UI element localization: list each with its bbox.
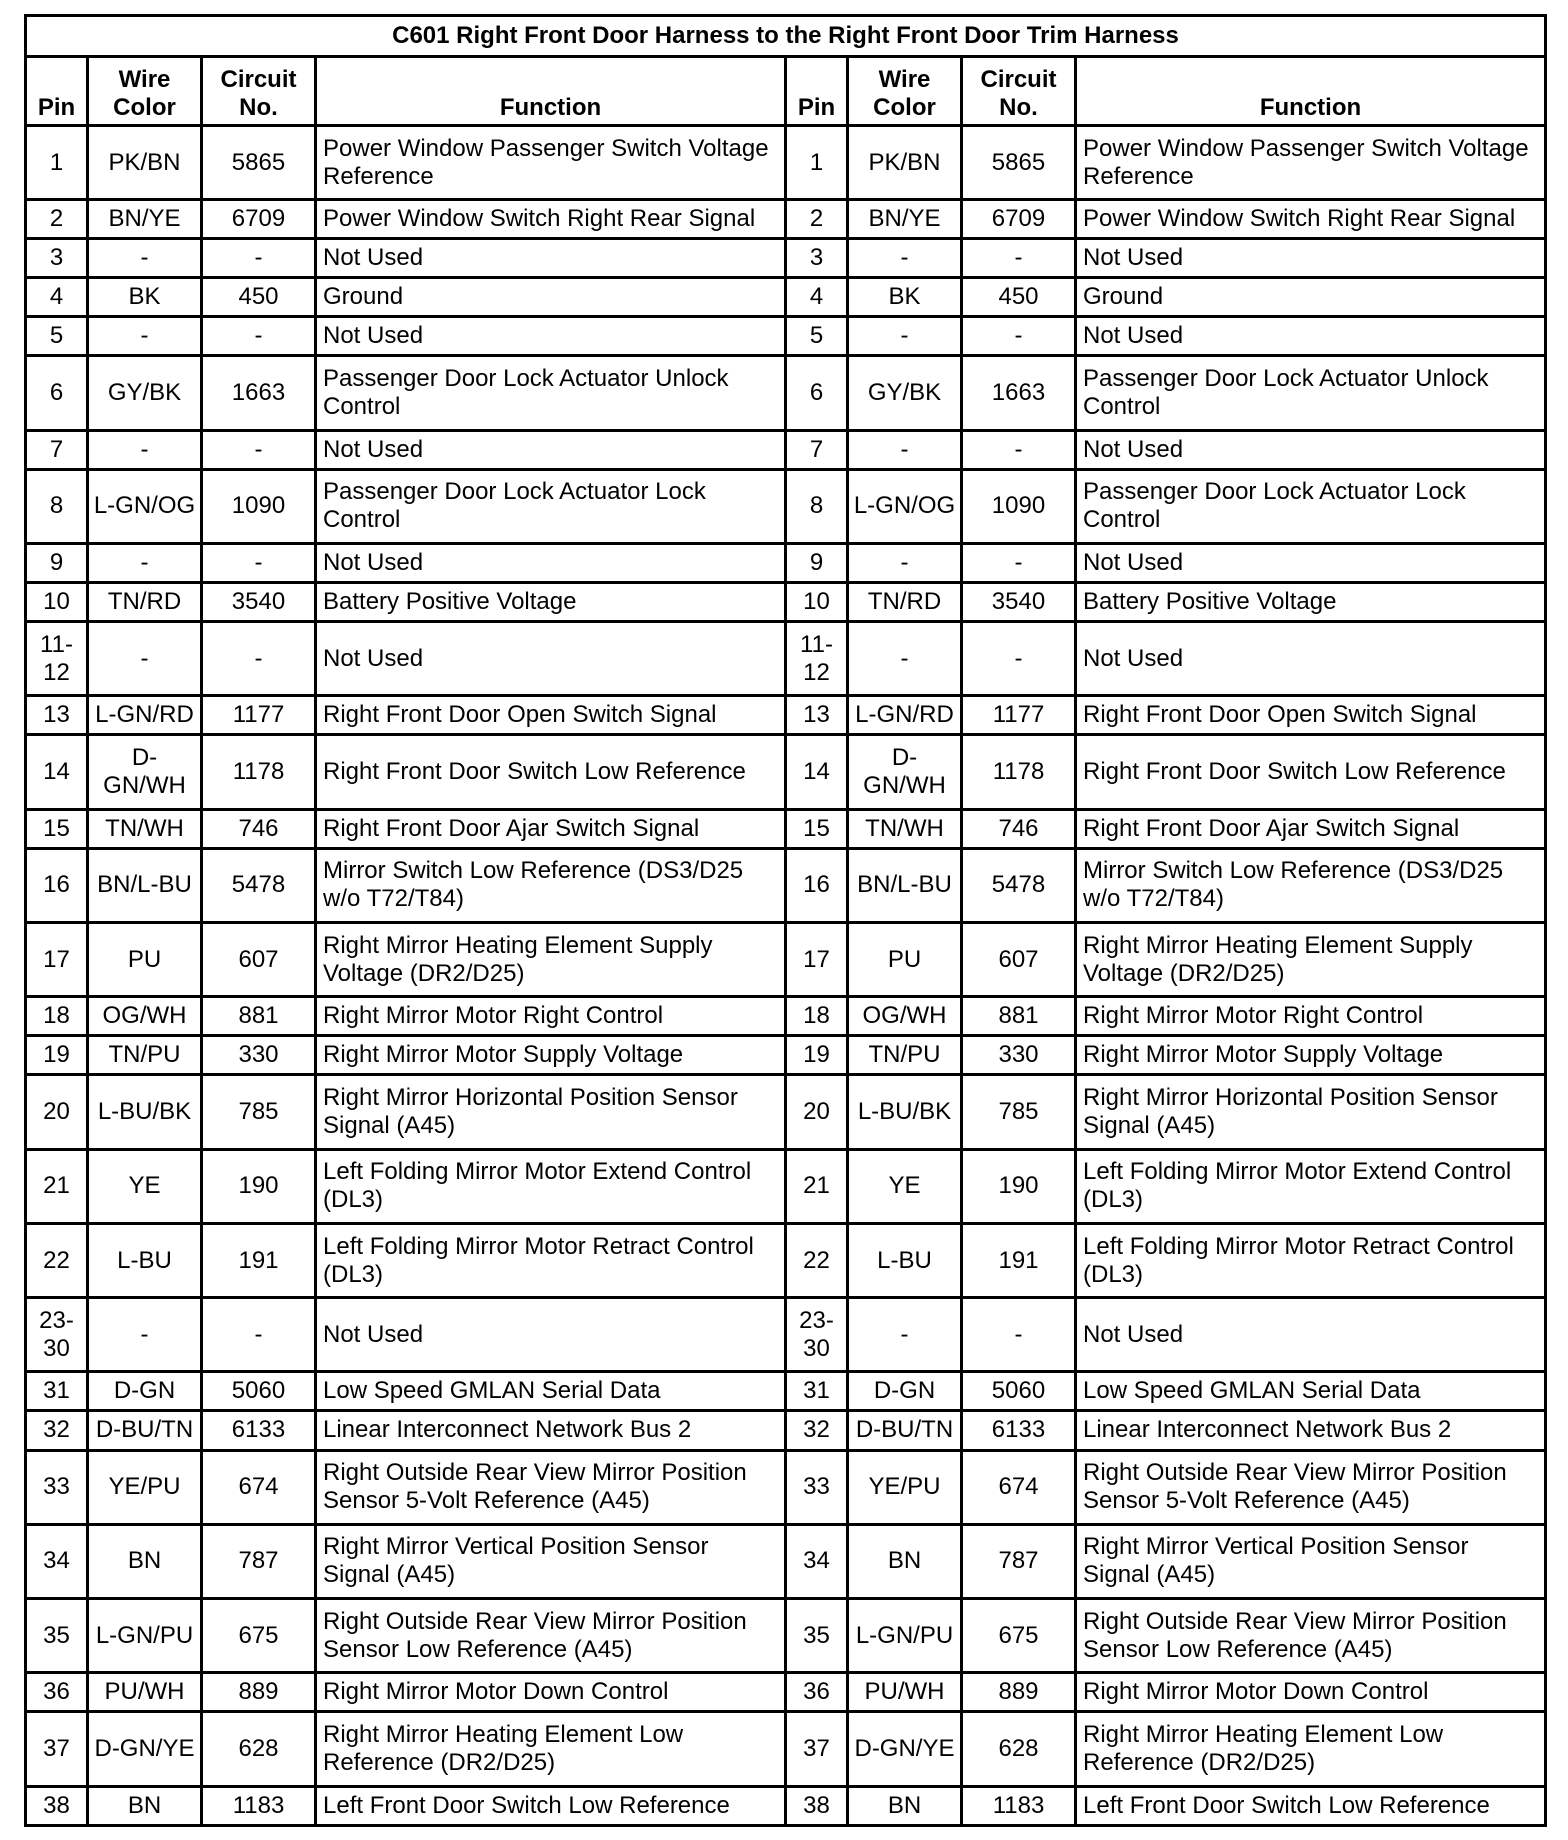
column-header-row [26,57,1546,126]
table-row [26,278,1546,317]
wire-color-cell: - [88,1298,202,1372]
circuit-cell: 6709 [202,200,316,239]
circuit-cell: - [962,239,1076,278]
pin-cell: 1 [786,126,848,200]
circuit-cell: - [962,430,1076,469]
wire-color-cell: L-BU [88,1223,202,1297]
function-cell: Right Mirror Heating Element Supply Voltage (DR2/D25) [316,922,786,996]
circuit-header: Circuit No. [202,57,316,126]
table-row [26,544,1546,583]
function-cell: Mirror Switch Low Reference (DS3/D25 w/o T72/T84) [1076,848,1546,922]
circuit-cell: 190 [202,1149,316,1223]
circuit-cell: 787 [962,1524,1076,1598]
function-cell: Ground [1076,278,1546,317]
table-row [26,239,1546,278]
function-cell: Right Mirror Motor Down Control [1076,1673,1546,1712]
wire-color-cell: PK/BN [88,126,202,200]
function-cell: Not Used [1076,544,1546,583]
pin-cell: 13 [786,696,848,735]
pin-cell: 10 [786,583,848,622]
circuit-cell: 5478 [962,848,1076,922]
wire-color-cell: YE [88,1149,202,1223]
circuit-cell: - [202,239,316,278]
wire-color-cell: - [848,430,962,469]
pin-cell: 34 [26,1524,88,1598]
wire-color-cell: - [848,622,962,696]
circuit-cell: 785 [962,1075,1076,1149]
table-row [26,997,1546,1036]
pin-cell: 7 [786,430,848,469]
table-row [26,1786,1546,1825]
pin-cell: 11-12 [26,622,88,696]
wire-color-cell: TN/PU [88,1036,202,1075]
table-row [26,1599,1546,1673]
circuit-cell: 674 [962,1450,1076,1524]
pin-cell: 14 [26,735,88,809]
pin-cell: 33 [26,1450,88,1524]
table-row [26,622,1546,696]
function-cell: Right Front Door Open Switch Signal [316,696,786,735]
function-cell: Not Used [316,239,786,278]
function-cell: Left Folding Mirror Motor Extend Control (DL3) [316,1149,786,1223]
function-cell: Power Window Switch Right Rear Signal [1076,200,1546,239]
table-row [26,317,1546,356]
pin-header: Pin [786,57,848,126]
circuit-cell: 1090 [962,469,1076,543]
wire-color-cell: BN/L-BU [88,848,202,922]
function-cell: Right Front Door Ajar Switch Signal [1076,809,1546,848]
table-row [26,1223,1546,1297]
table-title: C601 Right Front Door Harness to the Right Front Door Trim Harness [26,16,1546,57]
pin-cell: 5 [26,317,88,356]
table-row [26,1036,1546,1075]
circuit-header: Circuit No. [962,57,1076,126]
function-cell: Right Outside Rear View Mirror Position Sensor 5-Volt Reference (A45) [1076,1450,1546,1524]
pin-cell: 15 [786,809,848,848]
function-cell: Right Outside Rear View Mirror Position Sensor Low Reference (A45) [316,1599,786,1673]
wire-color-cell: PU/WH [848,1673,962,1712]
circuit-cell: 3540 [962,583,1076,622]
wire-color-cell: L-GN/OG [88,469,202,543]
pin-cell: 13 [26,696,88,735]
circuit-cell: 5478 [202,848,316,922]
pin-cell: 34 [786,1524,848,1598]
wire-color-cell: - [848,239,962,278]
function-cell: Right Mirror Motor Down Control [316,1673,786,1712]
circuit-cell: 5865 [202,126,316,200]
circuit-cell: 607 [202,922,316,996]
function-cell: Left Folding Mirror Motor Extend Control (DL3) [1076,1149,1546,1223]
pin-cell: 5 [786,317,848,356]
wire-color-cell: BN/L-BU [848,848,962,922]
circuit-cell: 1090 [202,469,316,543]
function-cell: Not Used [316,317,786,356]
wire-color-cell: - [88,430,202,469]
wire-color-cell: PU [88,922,202,996]
function-cell: Right Mirror Horizontal Position Sensor Signal (A45) [316,1075,786,1149]
wire-color-cell: TN/RD [848,583,962,622]
wire-color-cell: - [848,1298,962,1372]
table-row [26,922,1546,996]
circuit-cell: 674 [202,1450,316,1524]
wire-color-header: Wire Color [88,57,202,126]
pin-cell: 3 [786,239,848,278]
circuit-cell: - [202,1298,316,1372]
wire-color-cell: YE [848,1149,962,1223]
circuit-cell: 1177 [962,696,1076,735]
wire-color-cell: PU/WH [88,1673,202,1712]
wire-color-cell: YE/PU [848,1450,962,1524]
function-cell: Right Mirror Vertical Position Sensor Signal (A45) [1076,1524,1546,1598]
wire-color-cell: - [88,544,202,583]
pin-cell: 21 [786,1149,848,1223]
wire-color-cell: - [848,317,962,356]
wire-color-cell: GY/BK [848,356,962,430]
circuit-cell: 607 [962,922,1076,996]
wire-color-cell: OG/WH [848,997,962,1036]
function-cell: Right Front Door Switch Low Reference [316,735,786,809]
pin-cell: 4 [786,278,848,317]
function-cell: Right Mirror Heating Element Supply Voltage (DR2/D25) [1076,922,1546,996]
table-row [26,200,1546,239]
pin-cell: 18 [786,997,848,1036]
pin-header: Pin [26,57,88,126]
circuit-cell: 330 [202,1036,316,1075]
wire-color-cell: TN/RD [88,583,202,622]
pin-cell: 16 [26,848,88,922]
wire-color-cell: D-BU/TN [848,1411,962,1450]
pin-cell: 23-30 [786,1298,848,1372]
wire-color-cell: TN/WH [848,809,962,848]
wire-color-cell: BN/YE [88,200,202,239]
table-row [26,469,1546,543]
table-row [26,1372,1546,1411]
circuit-cell: 889 [962,1673,1076,1712]
wire-color-cell: GY/BK [88,356,202,430]
pin-cell: 17 [786,922,848,996]
function-cell: Passenger Door Lock Actuator Unlock Control [316,356,786,430]
circuit-cell: - [962,317,1076,356]
circuit-cell: 3540 [202,583,316,622]
wire-color-cell: D-GN/YE [88,1712,202,1786]
pin-cell: 32 [26,1411,88,1450]
wire-color-cell: BN [88,1786,202,1825]
pin-cell: 17 [26,922,88,996]
function-cell: Left Front Door Switch Low Reference [316,1786,786,1825]
circuit-cell: 881 [202,997,316,1036]
wire-color-cell: L-GN/OG [848,469,962,543]
wire-color-cell: PK/BN [848,126,962,200]
wire-color-cell: TN/PU [848,1036,962,1075]
circuit-cell: 889 [202,1673,316,1712]
wire-color-cell: - [88,317,202,356]
circuit-cell: 628 [962,1712,1076,1786]
wire-color-cell: OG/WH [88,997,202,1036]
function-cell: Right Front Door Open Switch Signal [1076,696,1546,735]
table-row [26,1149,1546,1223]
function-header: Function [1076,57,1546,126]
function-cell: Left Front Door Switch Low Reference [1076,1786,1546,1825]
wire-color-cell: L-BU/BK [848,1075,962,1149]
wire-color-cell: - [848,544,962,583]
function-header: Function [316,57,786,126]
wire-color-cell: D-BU/TN [88,1411,202,1450]
circuit-cell: 746 [962,809,1076,848]
wire-color-cell: - [88,622,202,696]
table-row [26,1712,1546,1786]
circuit-cell: 5060 [202,1372,316,1411]
function-cell: Not Used [316,430,786,469]
wire-color-cell: L-GN/PU [88,1599,202,1673]
pin-cell: 18 [26,997,88,1036]
table-row [26,1298,1546,1372]
circuit-cell: 1663 [962,356,1076,430]
function-cell: Not Used [316,622,786,696]
pin-cell: 6 [786,356,848,430]
circuit-cell: 191 [962,1223,1076,1297]
pin-cell: 19 [26,1036,88,1075]
pin-cell: 19 [786,1036,848,1075]
table-body [26,126,1546,1826]
wire-color-cell: D-GN [848,1372,962,1411]
function-cell: Not Used [1076,430,1546,469]
table-row [26,735,1546,809]
function-cell: Not Used [1076,317,1546,356]
pin-cell: 21 [26,1149,88,1223]
pin-cell: 8 [786,469,848,543]
pin-cell: 9 [786,544,848,583]
circuit-cell: 675 [962,1599,1076,1673]
function-cell: Linear Interconnect Network Bus 2 [1076,1411,1546,1450]
circuit-cell: 191 [202,1223,316,1297]
wire-color-cell: L-BU [848,1223,962,1297]
function-cell: Right Mirror Heating Element Low Reference (DR2/D25) [1076,1712,1546,1786]
wire-color-cell: L-GN/PU [848,1599,962,1673]
function-cell: Not Used [316,544,786,583]
pin-cell: 10 [26,583,88,622]
pin-cell: 6 [26,356,88,430]
function-cell: Power Window Passenger Switch Voltage Reference [1076,126,1546,200]
wire-color-cell: - [88,239,202,278]
function-cell: Power Window Passenger Switch Voltage Reference [316,126,786,200]
circuit-cell: 675 [202,1599,316,1673]
wire-color-cell: BN [848,1524,962,1598]
circuit-cell: - [202,622,316,696]
table-row [26,583,1546,622]
wire-color-cell: BN [848,1786,962,1825]
wire-color-cell: YE/PU [88,1450,202,1524]
wire-color-cell: BN [88,1524,202,1598]
circuit-cell: 881 [962,997,1076,1036]
wire-color-cell: L-GN/RD [88,696,202,735]
function-cell: Right Front Door Switch Low Reference [1076,735,1546,809]
wire-color-cell: D-GN/WH [88,735,202,809]
function-cell: Right Mirror Heating Element Low Reference (DR2/D25) [316,1712,786,1786]
function-cell: Not Used [1076,239,1546,278]
pin-cell: 11-12 [786,622,848,696]
pin-cell: 8 [26,469,88,543]
function-cell: Right Mirror Motor Supply Voltage [1076,1036,1546,1075]
function-cell: Right Mirror Horizontal Position Sensor Signal (A45) [1076,1075,1546,1149]
function-cell: Right Outside Rear View Mirror Position Sensor 5-Volt Reference (A45) [316,1450,786,1524]
wire-color-cell: PU [848,922,962,996]
function-cell: Right Mirror Vertical Position Sensor Signal (A45) [316,1524,786,1598]
function-cell: Linear Interconnect Network Bus 2 [316,1411,786,1450]
table-row [26,1411,1546,1450]
wire-color-cell: D-GN/WH [848,735,962,809]
pin-cell: 16 [786,848,848,922]
function-cell: Right Mirror Motor Right Control [316,997,786,1036]
circuit-cell: 785 [202,1075,316,1149]
circuit-cell: 1178 [202,735,316,809]
circuit-cell: - [202,544,316,583]
pin-cell: 9 [26,544,88,583]
pin-cell: 31 [26,1372,88,1411]
pin-cell: 36 [786,1673,848,1712]
circuit-cell: 787 [202,1524,316,1598]
wire-color-cell: BK [848,278,962,317]
wire-color-cell: L-GN/RD [848,696,962,735]
pin-cell: 33 [786,1450,848,1524]
table-row [26,809,1546,848]
circuit-cell: - [202,430,316,469]
wire-color-cell: BN/YE [848,200,962,239]
function-cell: Passenger Door Lock Actuator Lock Control [1076,469,1546,543]
wire-color-cell: BK [88,278,202,317]
circuit-cell: - [962,1298,1076,1372]
function-cell: Right Mirror Motor Right Control [1076,997,1546,1036]
circuit-cell: 746 [202,809,316,848]
pin-cell: 36 [26,1673,88,1712]
pin-cell: 2 [26,200,88,239]
circuit-cell: 1178 [962,735,1076,809]
circuit-cell: 6133 [202,1411,316,1450]
table-row [26,1075,1546,1149]
circuit-cell: 6709 [962,200,1076,239]
function-cell: Not Used [316,1298,786,1372]
function-cell: Low Speed GMLAN Serial Data [1076,1372,1546,1411]
pin-cell: 22 [786,1223,848,1297]
pin-cell: 38 [786,1786,848,1825]
wire-color-cell: TN/WH [88,809,202,848]
table-row [26,430,1546,469]
pin-cell: 4 [26,278,88,317]
pin-cell: 37 [786,1712,848,1786]
function-cell: Battery Positive Voltage [1076,583,1546,622]
function-cell: Right Outside Rear View Mirror Position Sensor Low Reference (A45) [1076,1599,1546,1673]
wire-color-cell: L-BU/BK [88,1075,202,1149]
pin-cell: 1 [26,126,88,200]
circuit-cell: 1663 [202,356,316,430]
circuit-cell: - [962,622,1076,696]
pin-cell: 35 [786,1599,848,1673]
pin-cell: 20 [26,1075,88,1149]
circuit-cell: 628 [202,1712,316,1786]
circuit-cell: 5060 [962,1372,1076,1411]
pin-cell: 7 [26,430,88,469]
function-cell: Passenger Door Lock Actuator Unlock Control [1076,356,1546,430]
circuit-cell: 450 [962,278,1076,317]
pin-cell: 22 [26,1223,88,1297]
function-cell: Right Front Door Ajar Switch Signal [316,809,786,848]
function-cell: Ground [316,278,786,317]
function-cell: Not Used [1076,1298,1546,1372]
pin-cell: 35 [26,1599,88,1673]
wire-color-header: Wire Color [848,57,962,126]
circuit-cell: 190 [962,1149,1076,1223]
circuit-cell: 1183 [962,1786,1076,1825]
pin-cell: 31 [786,1372,848,1411]
pin-cell: 37 [26,1712,88,1786]
circuit-cell: 330 [962,1036,1076,1075]
circuit-cell: 1177 [202,696,316,735]
circuit-cell: 1183 [202,1786,316,1825]
function-cell: Battery Positive Voltage [316,583,786,622]
table-row [26,1673,1546,1712]
pin-cell: 2 [786,200,848,239]
table-row [26,356,1546,430]
function-cell: Power Window Switch Right Rear Signal [316,200,786,239]
function-cell: Left Folding Mirror Motor Retract Control (DL3) [316,1223,786,1297]
circuit-cell: - [962,544,1076,583]
circuit-cell: 5865 [962,126,1076,200]
pin-cell: 3 [26,239,88,278]
wire-color-cell: D-GN [88,1372,202,1411]
pin-cell: 15 [26,809,88,848]
connector-pinout-table [24,14,1547,1827]
table-row [26,126,1546,200]
function-cell: Mirror Switch Low Reference (DS3/D25 w/o T72/T84) [316,848,786,922]
pin-cell: 14 [786,735,848,809]
function-cell: Right Mirror Motor Supply Voltage [316,1036,786,1075]
function-cell: Not Used [1076,622,1546,696]
circuit-cell: - [202,317,316,356]
table-row [26,696,1546,735]
function-cell: Low Speed GMLAN Serial Data [316,1372,786,1411]
pin-cell: 32 [786,1411,848,1450]
circuit-cell: 6133 [962,1411,1076,1450]
function-cell: Left Folding Mirror Motor Retract Control (DL3) [1076,1223,1546,1297]
table-row [26,848,1546,922]
pin-cell: 23-30 [26,1298,88,1372]
table-row [26,1450,1546,1524]
table-row [26,1524,1546,1598]
circuit-cell: 450 [202,278,316,317]
pin-cell: 20 [786,1075,848,1149]
function-cell: Passenger Door Lock Actuator Lock Control [316,469,786,543]
pin-cell: 38 [26,1786,88,1825]
wire-color-cell: D-GN/YE [848,1712,962,1786]
